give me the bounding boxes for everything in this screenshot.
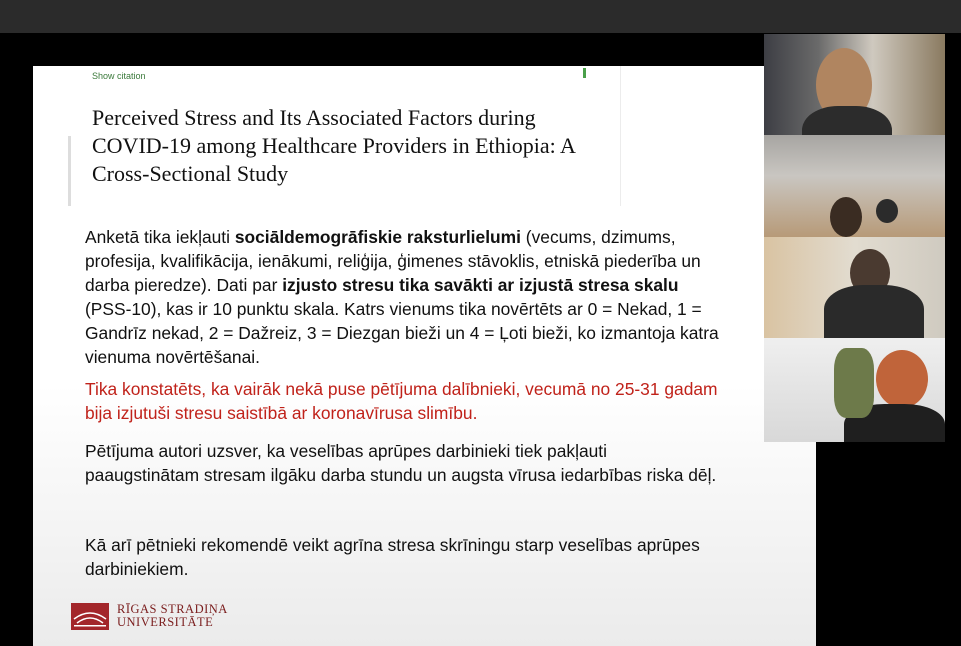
- university-name: [117, 603, 237, 629]
- p1-highlight-1: sociāldemogrāfiskie raksturlielumi: [234, 227, 521, 247]
- top-bar: [0, 0, 961, 33]
- participant-video-1[interactable]: [764, 34, 945, 135]
- participant-avatar: [830, 197, 862, 237]
- participant-video-2[interactable]: [764, 135, 945, 237]
- p1-text-2: (vecums, dzimums, profesija, kvalifikācija, ienākumi, reliģija, ģimenes stāvoklis, etniskā piederība un darba pieredze). Dati par: [85, 227, 701, 295]
- background-plant: [834, 348, 874, 418]
- paragraph-methods: [85, 225, 725, 369]
- participant-video-3[interactable]: [764, 237, 945, 338]
- university-name-line-2: UNIVERSITĀTE: [117, 615, 214, 629]
- card-left-border: [68, 136, 71, 206]
- participant-avatar: [876, 350, 928, 408]
- participant-video-4[interactable]: [764, 338, 945, 442]
- article-title: Perceived Stress and Its Associated Factors during COVID-19 among Healthcare Providers in Ethiopia: A Cross-Sectional Study: [92, 105, 575, 186]
- paragraph-finding: Tika konstatēts, ka vairāk nekā puse pētījuma dalībnieki, vecumā no 25-31 gadam bija izjutuši stresu saistībā ar koronavīrusa slimību.: [85, 379, 718, 423]
- paragraph-recommendation: Kā arī pētnieki rekomendē veikt agrīna stresa skrīningu starp veselības aprūpes darbiniekiem.: [85, 535, 700, 579]
- background-object: [876, 199, 898, 223]
- p1-text-3: (PSS-10), kas ir 10 punktu skala. Katrs vienums tika novērtēts ar 0 = Nekad, 1 = Gandrīz nekad, 2 = Dažreiz, 3 = Diezgan bieži un 4 = Ļoti bieži, ko izmantoja katra vienuma novērtēšanai.: [85, 299, 719, 367]
- scroll-indicator: [583, 68, 586, 78]
- participant-shoulders: [802, 106, 892, 135]
- participant-shoulders: [824, 285, 924, 338]
- paragraph-authors: Pētījuma autori uzsver, ka veselības aprūpes darbinieki tiek pakļauti paaugstinātam stresam ilgāku darba stundu un augsta vīrusa iedarbības riska dēļ.: [85, 441, 717, 485]
- presentation-slide: [33, 66, 816, 646]
- university-emblem-icon: [71, 603, 109, 630]
- p1-text-1: Anketā tika iekļauti: [85, 227, 235, 247]
- show-citation-link[interactable]: Show citation: [92, 71, 146, 81]
- p1-highlight-2: izjusto stresu tika savākti ar izjustā stresa skalu: [282, 275, 679, 295]
- university-name-line-1: RĪGAS STRADIŅA: [117, 602, 228, 616]
